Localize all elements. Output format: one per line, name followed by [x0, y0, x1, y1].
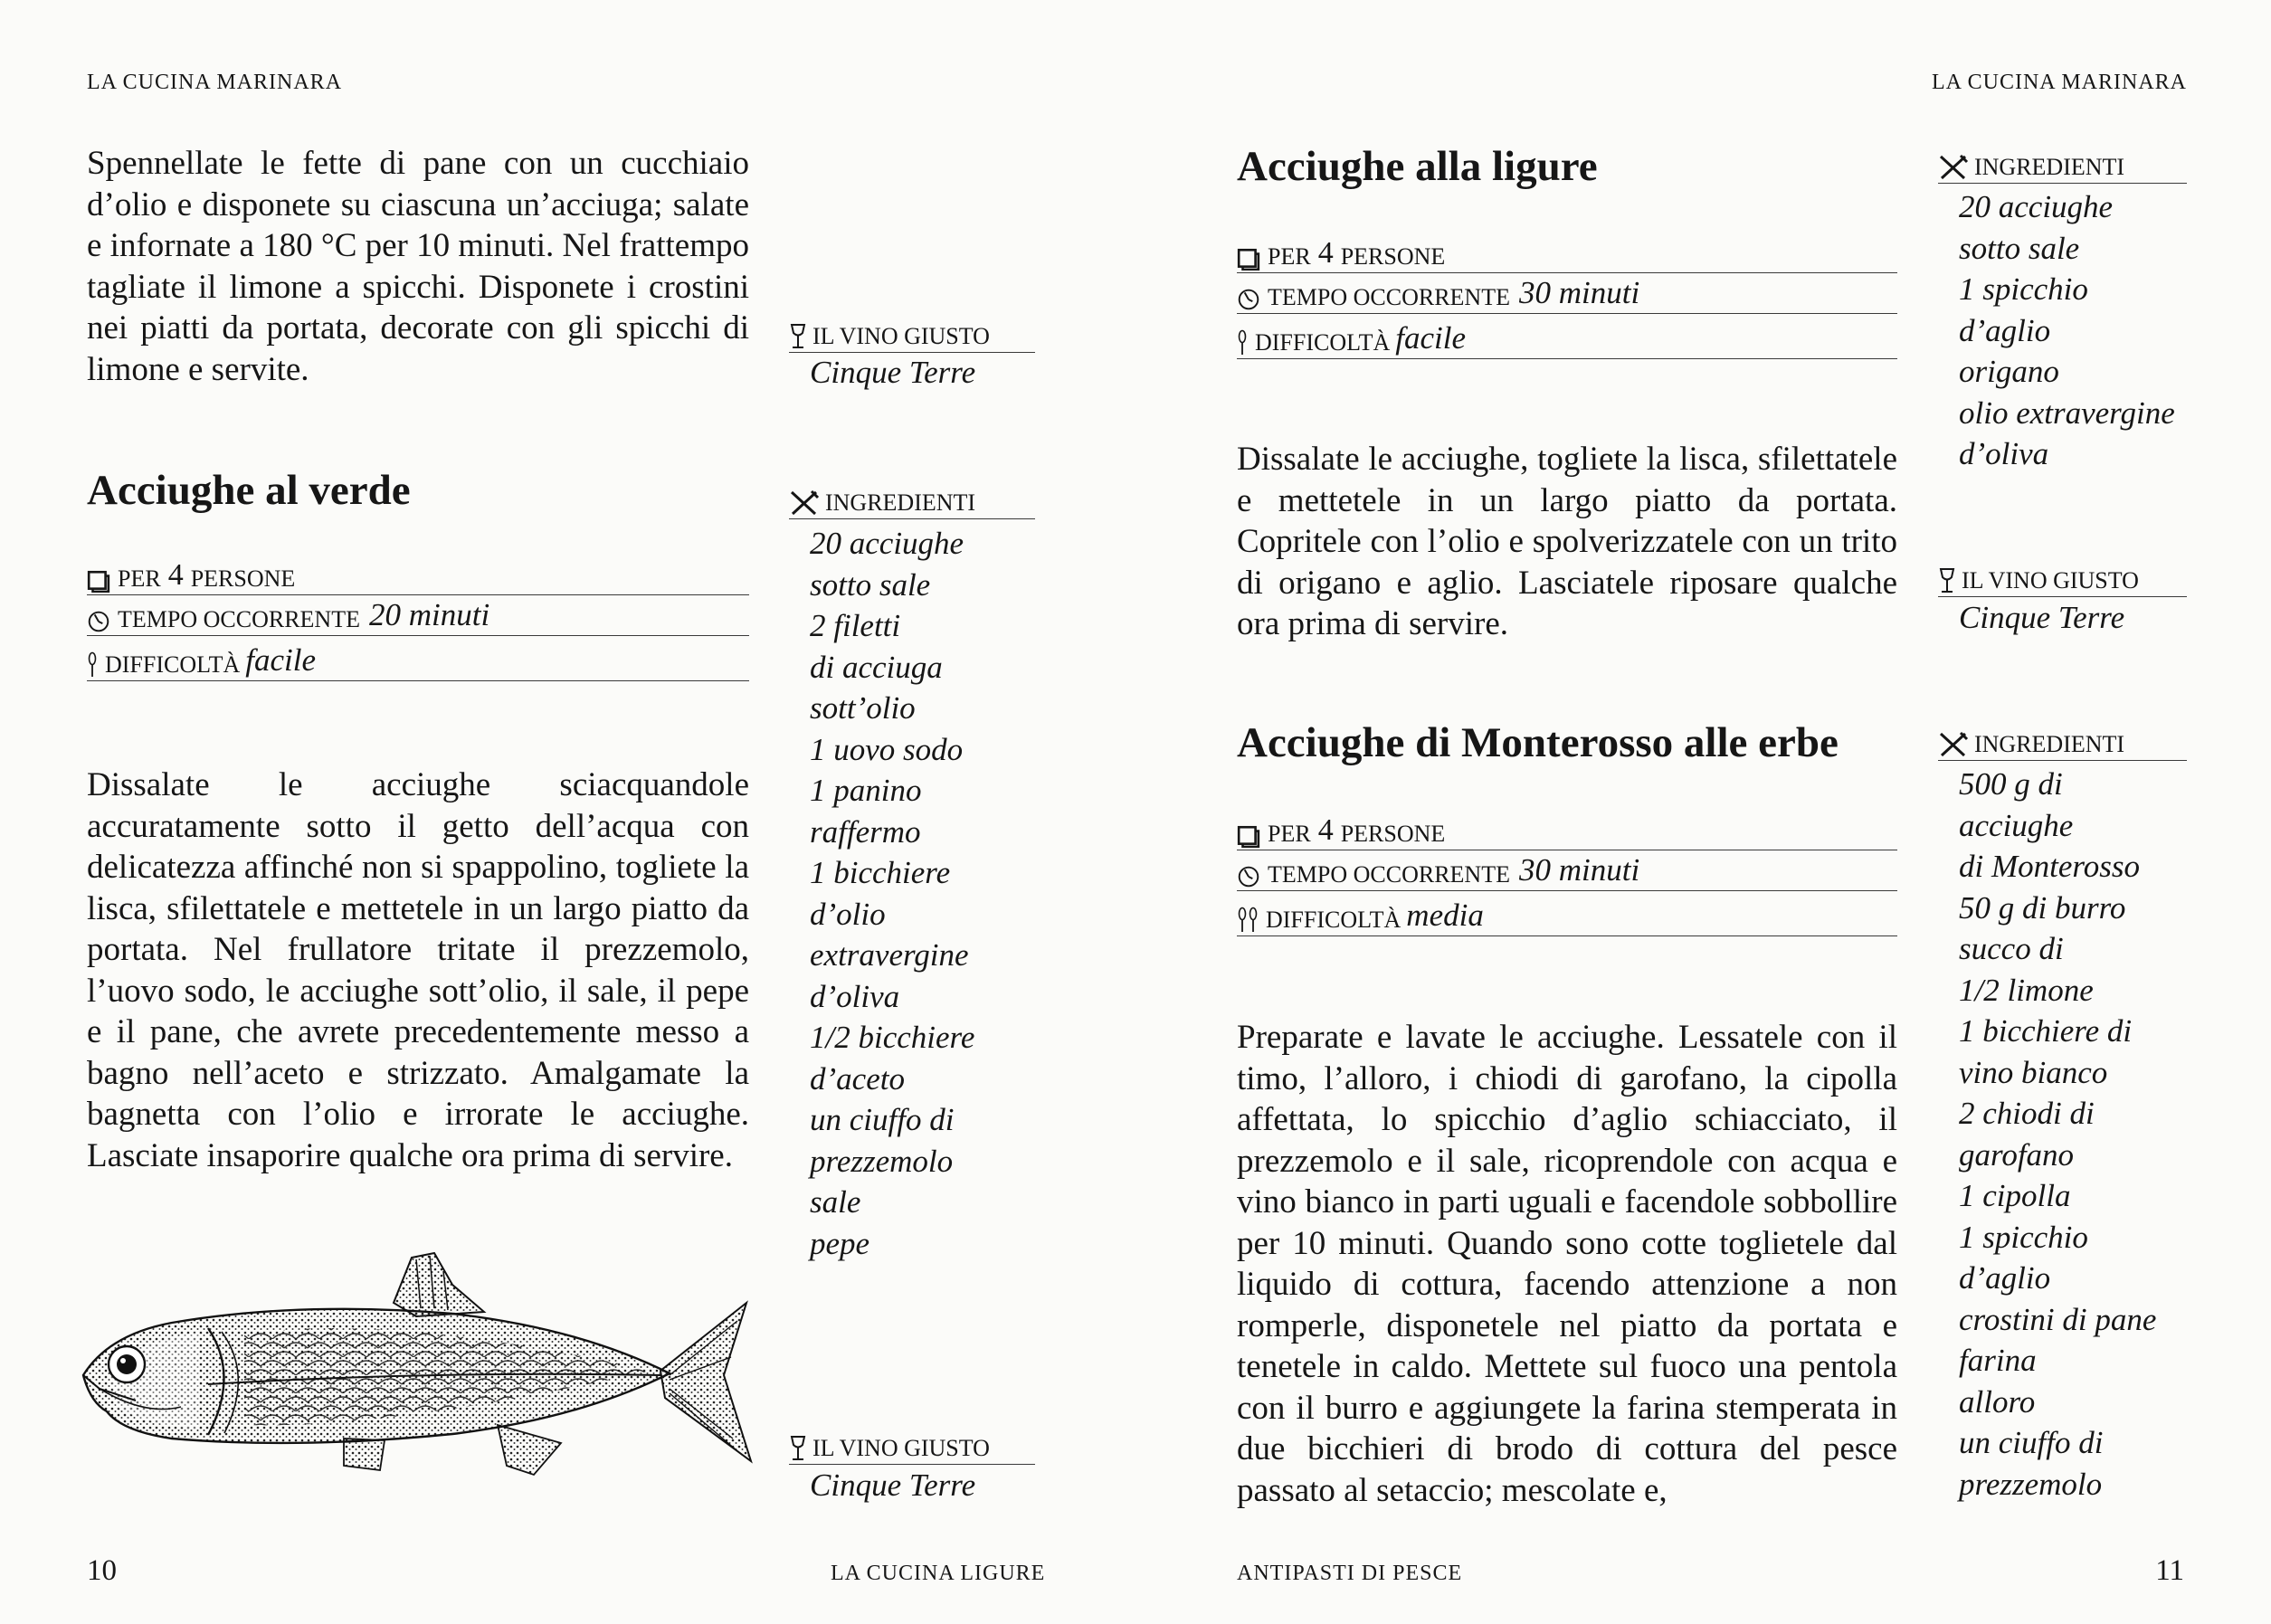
ingredient-item: di acciuga [810, 649, 943, 685]
difficulty-value: facile [1395, 320, 1467, 356]
left-wine-top-header [789, 313, 1035, 353]
difficulty-label: DIFFICOLTÀ [1255, 329, 1391, 356]
time-label: TEMPO OCCORRENTE [1268, 284, 1510, 310]
time-value: 30 minuti [1518, 275, 1640, 310]
servings-label: PER [118, 565, 161, 592]
servings-label: PER [1268, 820, 1311, 847]
clock-icon [1237, 865, 1260, 888]
ingredients-list-acciughe-alla-ligure [1959, 186, 2175, 475]
wine-top-label: IL VINO GIUSTO [812, 323, 990, 349]
ingredient-item: 1 spicchio [1959, 271, 2088, 307]
servings-label: PER [1268, 242, 1311, 270]
ingredient-item: 2 filetti [810, 608, 901, 643]
cutlery-icon [789, 489, 820, 517]
ingredient-item: olio extravergine [1959, 394, 2175, 431]
ingredient-item: farina [1959, 1343, 2037, 1378]
ingredient-item: sale [810, 1184, 861, 1220]
servings-unit: PERSONE [190, 565, 296, 592]
wine-header-acciughe-al-verde [789, 1425, 1035, 1465]
cutlery-icon [1938, 731, 1969, 758]
wine-label: IL VINO GIUSTO [812, 1435, 990, 1461]
difficulty-label: DIFFICOLTÀ [1266, 907, 1402, 933]
recipe-title-acciughe-alla-ligure: Acciughe alla ligure [1237, 143, 1598, 190]
servings-number: 4 [1317, 812, 1334, 847]
recipe-info-acciughe-al-verde [87, 554, 749, 681]
ingredients-header-acciughe-alla-ligure [1938, 144, 2187, 184]
difficulty-value: facile [245, 642, 317, 678]
ingredient-item: d’aglio [1959, 312, 2051, 348]
ingredient-item: sott’olio [810, 690, 916, 726]
ingredients-label: INGREDIENTI [825, 489, 976, 516]
whisk-icon [87, 651, 98, 679]
recipe-method-acciughe-al-verde: Dissalate le acciughe sciacquandole accuratamente sotto il getto dell’acqua con delicatezza affinché non si spappolino, togliete la lisca, sfilettatele e mettetele in un largo piatto da portata. Nel frullatore tritate il prezzemolo, l’uovo sodo, le acciughe sott’olio, il sale, il pepe e il pane, che avrete precedentemente messo a bagno nell’aceto e strizzato. Amalgamate la bagnetta con l’olio e irrorate le acciughe. Lasciate insaporire qualche ora prima di servire. [87, 766, 749, 1174]
servings-row [1237, 809, 1897, 850]
ingredient-item: d’aceto [810, 1060, 905, 1097]
servings-row [1237, 232, 1897, 273]
ingredient-item: d’oliva [810, 978, 900, 1014]
ingredient-item: 1/2 limone [1959, 972, 2094, 1008]
ingredient-item: prezzemolo [810, 1143, 954, 1179]
left-wine-top-value: Cinque Terre [810, 355, 976, 390]
ingredient-item: d’oliva [1959, 436, 2049, 471]
difficulty-row [87, 636, 749, 681]
time-value: 30 minuti [1518, 852, 1640, 888]
ingredients-header-acciughe-di-monterosso [1938, 721, 2187, 761]
right-footer: ANTIPASTI DI PESCE [1237, 1562, 1463, 1585]
ingredient-item: acciughe [1959, 807, 2074, 843]
ingredient-item: 50 g di burro [1959, 889, 2126, 926]
recipe-method-acciughe-alla-ligure: Dissalate le acciughe, togliete la lisca, sfilettatele e mettetele in un largo piatto da portata. Copritele con l’olio e spolverizzatele con un trito di origano e aglio. Lasciatele riposare qualche ora prima di servire. [1237, 441, 1897, 642]
wine-header-acciughe-alla-ligure [1938, 557, 2187, 597]
ingredients-label: INGREDIENTI [1974, 154, 2125, 180]
ingredients-list-acciughe-di-monterosso [1959, 764, 2156, 1505]
ingredient-item: vino bianco [1959, 1054, 2108, 1090]
left-page-number: 10 [87, 1554, 117, 1587]
wine-glass-icon [789, 1435, 807, 1462]
ingredient-item: un ciuffo di [810, 1102, 955, 1137]
wine-glass-icon [1938, 567, 1956, 594]
servings-number: 4 [1317, 235, 1334, 270]
time-value: 20 minuti [368, 597, 490, 632]
ingredient-item: 2 chiodi di [1959, 1096, 2095, 1131]
ingredient-item: 20 acciughe [1959, 189, 2114, 224]
clock-icon [1237, 288, 1260, 311]
recipe-info-acciughe-alla-ligure [1237, 232, 1897, 359]
ingredient-item: succo di [1959, 931, 2064, 966]
difficulty-row [1237, 891, 1897, 936]
servings-unit: PERSONE [1340, 242, 1446, 270]
ingredient-item: raffermo [810, 813, 921, 850]
time-row [87, 595, 749, 637]
ingredient-item: d’olio [810, 896, 886, 932]
time-row [1237, 850, 1897, 892]
servings-unit: PERSONE [1340, 820, 1446, 847]
cutlery-icon [1938, 154, 1969, 181]
servings-box-icon [1237, 824, 1260, 848]
ingredient-item: 20 acciughe [810, 526, 964, 561]
ingredient-item: sotto sale [810, 566, 931, 603]
ingredient-item: sotto sale [1959, 230, 2080, 266]
right-running-head: LA CUCINA MARINARA [1931, 71, 2187, 94]
difficulty-value: media [1406, 897, 1484, 933]
servings-row [87, 554, 749, 595]
time-row [1237, 273, 1897, 315]
ingredients-header-acciughe-al-verde [789, 480, 1035, 519]
clock-icon [87, 610, 110, 633]
ingredients-label: INGREDIENTI [1974, 731, 2125, 757]
difficulty-label: DIFFICOLTÀ [105, 651, 241, 678]
difficulty-row [1237, 314, 1897, 359]
ingredient-item: prezzemolo [1959, 1466, 2103, 1502]
ingredient-item: alloro [1959, 1383, 2036, 1420]
ingredient-item: 500 g di [1959, 766, 2063, 802]
ingredient-item: 1 uovo sodo [810, 731, 964, 767]
left-footer: LA CUCINA LIGURE [831, 1562, 1046, 1585]
recipe-title-acciughe-al-verde: Acciughe al verde [87, 467, 411, 514]
wine-value-acciughe-alla-ligure: Cinque Terre [1959, 600, 2125, 635]
left-intro-paragraph: Spennellate le fette di pane con un cucchiaio d’olio e disponete su ciascuna un’acciuga; salate e infornate a 180 °C per 10 minuti. Nel frattempo tagliate il limone a spicchi. Disponete i crostini nei piatti da portata, decorate con gli spicchi di limone e servite. [87, 145, 749, 388]
anchovy-illustration [72, 1249, 760, 1511]
ingredient-item: d’aglio [1959, 1260, 2051, 1296]
ingredient-item: di Monterosso [1959, 849, 2140, 884]
ingredient-item: pepe [810, 1225, 870, 1261]
ingredient-item: extravergine [810, 937, 969, 973]
recipe-title-acciughe-di-monterosso: Acciughe di Monterosso alle erbe [1237, 719, 1839, 766]
left-running-head: LA CUCINA MARINARA [87, 71, 343, 94]
whisk-icon [1237, 329, 1248, 356]
ingredient-item: 1 panino [810, 773, 922, 808]
ingredient-item: un ciuffo di [1959, 1425, 2104, 1460]
ingredient-item: 1/2 bicchiere [810, 1020, 975, 1055]
servings-box-icon [1237, 247, 1260, 271]
ingredient-item: 1 spicchio [1959, 1219, 2088, 1255]
right-page-number: 11 [2155, 1554, 2184, 1587]
double-whisk-icon [1237, 907, 1259, 934]
ingredient-item: 1 bicchiere [810, 855, 951, 890]
wine-value-acciughe-al-verde: Cinque Terre [810, 1467, 976, 1503]
wine-glass-icon [789, 323, 807, 350]
recipe-info-acciughe-di-monterosso [1237, 809, 1897, 936]
ingredient-item: 1 bicchiere di [1959, 1013, 2133, 1049]
ingredients-list-acciughe-al-verde [810, 523, 974, 1264]
servings-number: 4 [167, 557, 184, 592]
servings-box-icon [87, 569, 110, 593]
recipe-method-acciughe-di-monterosso: Preparate e lavate le acciughe. Lessatele con il timo, l’alloro, i chiodi di garofano, la cipolla affettata, lo spicchio d’aglio schiacciato, il prezzemolo e il sale, ricoprendole con acqua e vino bianco in parti uguali e facendole sobbollire per 10 minuti. Quando sono cotte toglietele dal liquido di cottura, facendo attenzione a non romperle, disponetele nel piatto da portata e tenetele in caldo. Mettete sul fuoco una pentola con il burro e aggiungete la farina stemperata in due bicchieri di brodo di cottura del pesce passato al setaccio; mescolate e, [1237, 1019, 1897, 1509]
ingredient-item: origano [1959, 354, 2059, 389]
wine-label: IL VINO GIUSTO [1962, 567, 2139, 594]
time-label: TEMPO OCCORRENTE [118, 606, 360, 632]
ingredient-item: garofano [1959, 1136, 2075, 1173]
ingredient-item: 1 cipolla [1959, 1178, 2071, 1213]
ingredient-item: crostini di pane [1959, 1301, 2157, 1337]
time-label: TEMPO OCCORRENTE [1268, 861, 1510, 888]
